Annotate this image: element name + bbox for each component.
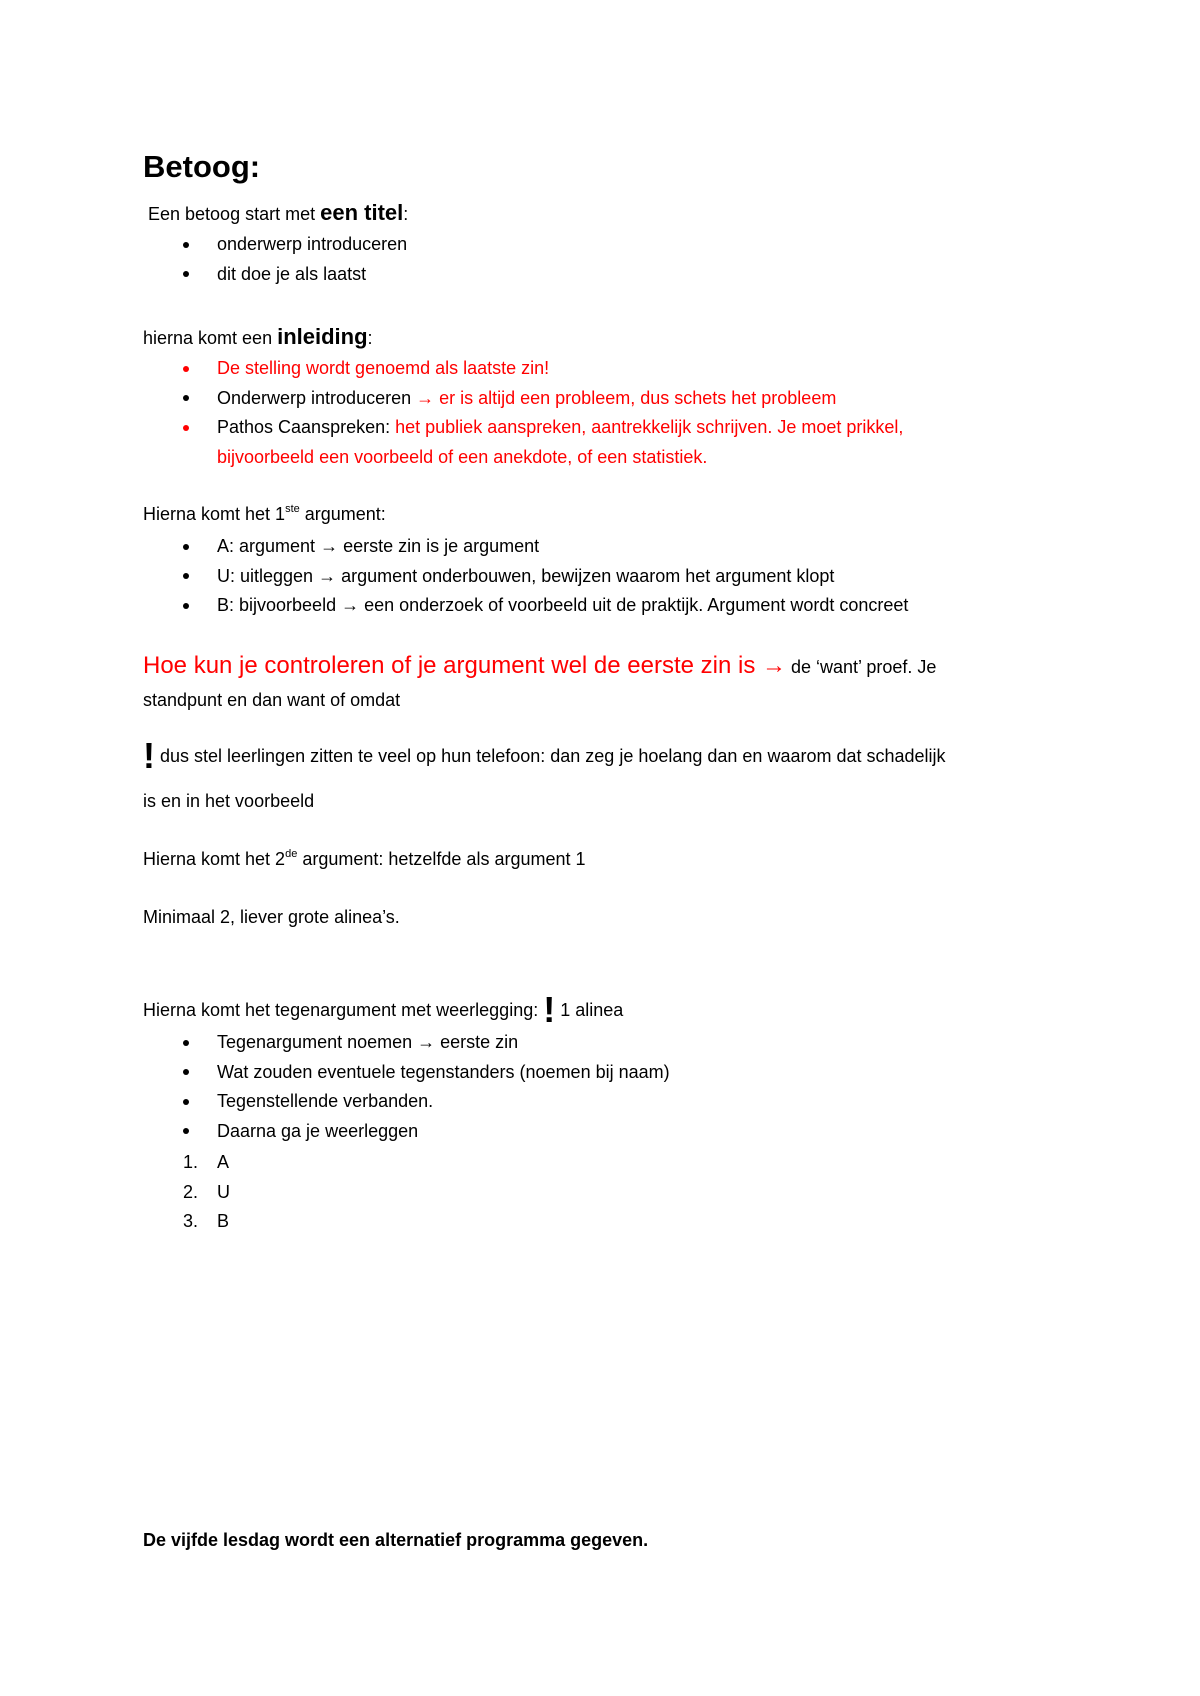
want-proef-line-1 [143,652,936,681]
arrow-icon: → [417,1032,436,1052]
voorbeeld-line-2: is en in het voorbeeld [143,791,315,811]
list-number: 1. [183,1152,199,1172]
list-item [143,1178,230,1208]
want-proef-question: Hoe kun je controleren of je argument wel de eerste zin is [143,652,762,679]
bullet-text: een onderzoek of voorbeeld uit de praktijk. Argument wordt concreet [359,595,909,615]
list-item [143,413,977,472]
bullet-text: Tegenargument noemen [217,1032,418,1052]
bullet-text: argument onderbouwen, bewijzen waarom het argument klopt [336,565,835,586]
list-text: B [217,1211,230,1231]
tegenargument-bullet-list [143,1028,670,1146]
inleiding-emphasis: inleiding [277,324,368,349]
bullet-label: U: uitleggen [217,565,319,586]
tegenargument-line [143,986,624,1030]
list-item [143,591,908,621]
list-item [143,1148,230,1178]
arg2-suffix: argument: hetzelfde als argument 1 [297,849,586,869]
list-item [143,562,908,592]
list-text: U [217,1181,230,1202]
arg2-superscript: de [285,848,298,860]
list-item: dit doe je als laatst [143,260,407,290]
inleiding-suffix: : [367,328,373,348]
list-item: Tegenstellende verbanden. [143,1087,670,1117]
argument-1-line [143,504,386,526]
arg1-suffix: argument: [299,504,386,524]
bullet-label: B: bijvoorbeeld [217,595,342,615]
intro-suffix: : [403,204,409,224]
list-item [143,384,977,414]
list-number: 2. [183,1181,199,1202]
list-item: De stelling wordt genoemd als laatste zin! [143,354,977,384]
arrow-icon: → [320,536,339,556]
inleiding-prefix: hierna komt een [143,328,278,348]
minimaal-line: Minimaal 2, liever grote alinea’s. [143,907,400,927]
list-item [143,532,908,562]
intro-prefix: Een betoog start met [148,204,321,224]
tegen-prefix: Hierna komt het tegenargument met weerlegging: [143,1000,544,1020]
list-item: Wat zouden eventuele tegenstanders (noemen bij naam) [143,1058,670,1088]
arrow-icon: → [341,595,360,615]
exclamation-icon: ! [143,735,155,776]
argument-2-line [143,849,586,871]
bullet-text: Pathos Caanspreken: [217,417,396,437]
inleiding-bullet-list [143,354,977,472]
tegen-suffix: 1 alinea [555,1000,624,1020]
list-item: Daarna ga je weerleggen [143,1117,670,1147]
list-item: onderwerp introduceren [143,230,407,260]
list-item [143,1028,670,1058]
list-item [143,1207,230,1237]
list-number: 3. [183,1211,199,1231]
arrow-icon: → [416,387,435,408]
want-proef-text: de ‘want’ proef. Je [786,657,937,677]
voorbeeld-line-1 [143,732,946,776]
page-title: Betoog: [143,149,261,184]
exclamation-icon: ! [543,989,556,1030]
arg1-superscript: ste [285,503,300,515]
arg2-prefix: Hierna komt het 2 [143,849,286,869]
list-text: A [217,1152,230,1172]
titel-intro-line [148,200,408,226]
want-proef-line-2: standpunt en dan want of omdat [143,690,401,710]
inleiding-line [143,324,373,350]
final-note: De vijfde lesdag wordt een alternatief programma gegeven. [143,1530,649,1550]
aub-numbered-list [143,1148,230,1237]
bullet-label: A: argument [217,536,321,556]
arg1-prefix: Hierna komt het 1 [143,504,286,524]
voorbeeld-text: dus stel leerlingen zitten te veel op hun telefoon: dan zeg je hoelang dan en waarom dat schadelijk [155,746,946,766]
bullet-text: Onderwerp introduceren [217,387,417,408]
intro-emphasis: een titel [320,200,404,225]
argument-1-bullet-list [143,532,908,621]
arrow-icon: → [762,652,786,679]
arrow-icon: → [318,565,337,586]
bullet-text: eerste zin [435,1032,519,1052]
bullet-red-text: er is altijd een probleem, dus schets het probleem [434,387,837,408]
bullet-text: eerste zin is je argument [338,536,540,556]
titel-bullet-list [143,230,407,289]
bullet-red-text: het publiek aanspreken, aantrekkelijk schrijven. Je moet prikkel, bijvoorbeeld een voorbeeld of een anekdote, of een statistiek. [217,417,904,467]
